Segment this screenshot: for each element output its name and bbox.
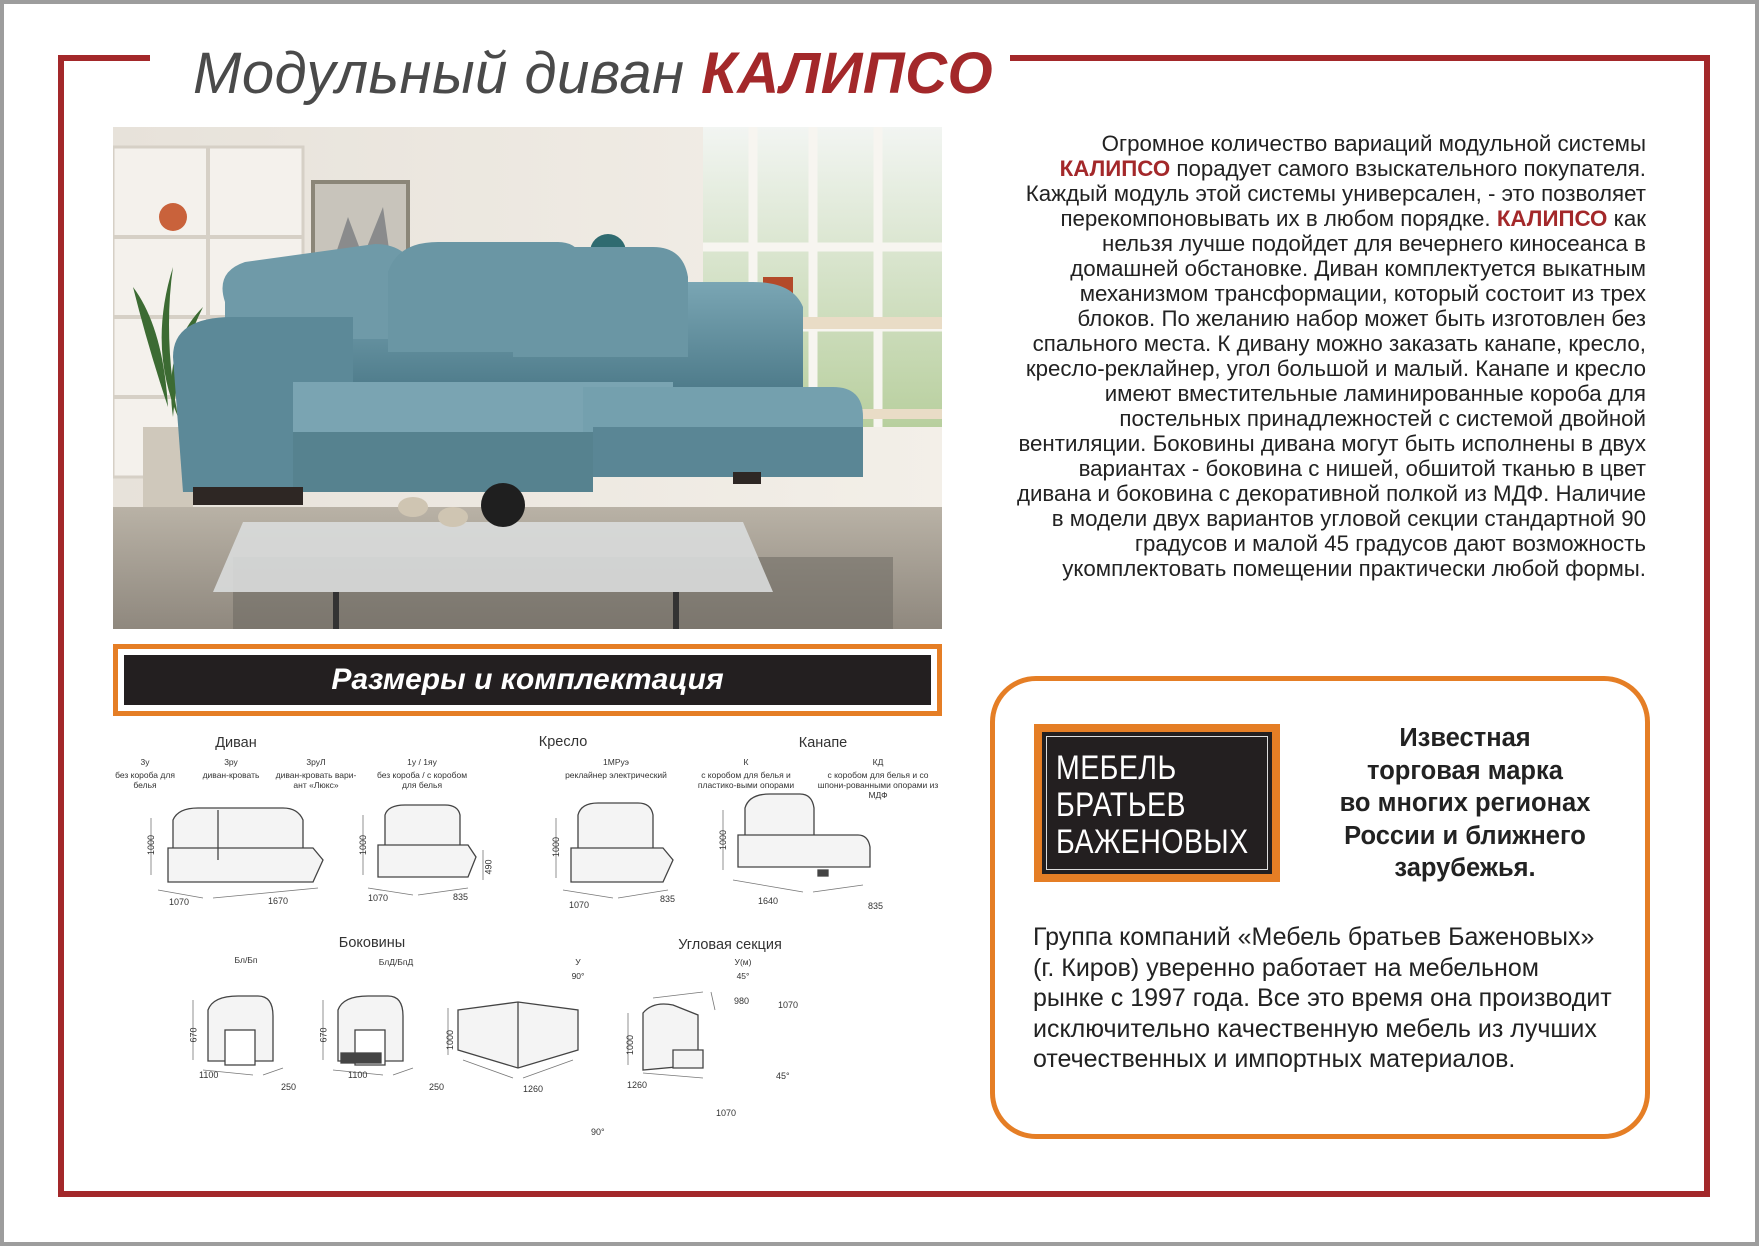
title-brand: КАЛИПСО xyxy=(701,41,994,106)
description-part1: Огромное количество вариаций модульной системы xyxy=(1101,131,1646,156)
dim-sm-b: 1070 xyxy=(778,1000,799,1010)
note-kd: с коробом для белья и со шпони-рованными опорами из МДФ xyxy=(817,770,939,800)
dim-arm2-h: 670 xyxy=(318,1027,329,1043)
code-bl-bp: Бл/Бп xyxy=(234,955,258,965)
living-room-illustration xyxy=(113,127,942,629)
group-kanape: Канапе xyxy=(798,735,848,751)
dim-cor-ang: 90° xyxy=(591,1127,605,1137)
dim-arm1-d: 1100 xyxy=(199,1070,219,1080)
logo-text xyxy=(1056,750,1249,861)
code-k: К xyxy=(743,757,749,767)
logo-panel xyxy=(1042,732,1272,874)
angle-45: 45° xyxy=(736,971,750,981)
angle-90: 90° xyxy=(571,971,585,981)
dim-arm1-w: 250 xyxy=(281,1082,297,1092)
brand-logo xyxy=(1034,724,1280,882)
code-kd: КД xyxy=(872,757,884,767)
dim-arm1-h: 670 xyxy=(188,1027,199,1043)
note-1mrue: реклайнер электрический xyxy=(565,770,667,780)
page-title xyxy=(193,40,993,107)
description-text xyxy=(1000,131,1646,581)
note-3ru: диван-кровать xyxy=(202,770,260,780)
dim-chair-w: 835 xyxy=(453,892,469,902)
dim-arm2-w: 250 xyxy=(429,1082,445,1092)
code-3ru: 3ру xyxy=(224,757,238,767)
code-3ruL: 3руЛ xyxy=(306,757,326,767)
description-part2: порадует самого взыскательного покупателя. Каждый модуль этой системы универсален, - это позволяет перекомпоновывать их в любом порядке. xyxy=(1025,156,1646,231)
code-u: У xyxy=(575,957,581,967)
note-3u: без короба для белья xyxy=(115,770,175,790)
dim-cor-a: 1260 xyxy=(523,1084,544,1094)
note-k: с коробом для белья и пластико-выми опорами xyxy=(697,770,795,790)
code-bld-bpd: БлД/БпД xyxy=(378,957,414,967)
group-divan: Диван xyxy=(215,735,257,751)
description-brand2: КАЛИПСО xyxy=(1496,206,1608,231)
group-kreslo: Кресло xyxy=(538,734,588,750)
dim-kan-d: 1640 xyxy=(758,896,779,906)
dim-kan-w: 835 xyxy=(868,901,884,911)
dim-cor-h: 1000 xyxy=(445,1029,456,1051)
sizes-header: Размеры и комплектация xyxy=(124,655,931,705)
slogan-line1: Известная xyxy=(1399,724,1531,752)
dim-chair-h: 1000 xyxy=(358,834,369,856)
code-1u: 1у / 1яу xyxy=(407,757,437,767)
sizes-header-box xyxy=(113,644,942,716)
code-um: У(м) xyxy=(734,957,752,967)
dim-sofa-h: 1000 xyxy=(146,834,157,856)
dim-chair-s: 490 xyxy=(483,859,494,875)
module-drawings xyxy=(113,730,942,1140)
dim-sm-d: 1070 xyxy=(716,1108,737,1118)
note-3ruL: диван-кровать вари-ант «Люкс» xyxy=(275,770,357,790)
note-1u: без короба / с коробом для белья xyxy=(376,770,468,790)
dim-sm-a: 980 xyxy=(734,996,750,1006)
description-part3: как нельзя лучше подойдет для вечернего киносеанса в домашней обстановке. Диван комплектуется выкатным механизмом трансформации, который состоит из трех блоков. По желанию набор может быть изготовлен без спального места. К дивану можно заказать канапе, кресло, кресло-реклайнер, угол большой и малый. Канапе и кресло имеют вместительные ламинированные короба для постельных принадлежностей с системой двойной вентиляции. Боковины дивана могут быть исполнены в двух вариантах - боковина с нишей, обшитой тканью в цвет дивана и боковина с декоративной полкой из МДФ. Наличие в модели двух вариантов угловой секции стандартной 90 градусов и малой 45 градусов дают возможность укомплектовать помещении практически любой формы. xyxy=(1016,206,1646,581)
dim-rec-h: 1000 xyxy=(551,836,562,858)
logo-line3: БАЖЕНОВЫХ xyxy=(1056,823,1249,861)
group-bokoviny: Боковины xyxy=(338,935,406,951)
slogan-line3: во многих регионах xyxy=(1339,789,1591,817)
dim-kan-h: 1000 xyxy=(718,829,729,851)
dim-sofa-w: 1670 xyxy=(268,896,289,906)
company-description: Группа компаний «Мебель братьев Баженовых» (г. Киров) уверенно работает на мебельном рынке с 1997 года. Все это время она производит исключительно качественную мебель из лучших отечественных и импортных материалов. xyxy=(1033,923,1612,1073)
code-1mrue: 1МРуэ xyxy=(603,757,629,767)
group-uglovaya: Угловая секция xyxy=(678,937,782,953)
diagrams-section xyxy=(113,730,942,1140)
dim-rec-d: 1070 xyxy=(569,900,590,910)
dim-cor-b: 1260 xyxy=(627,1080,648,1090)
brand-slogan xyxy=(1300,722,1630,885)
logo-line1: МЕБЕЛЬ xyxy=(1056,749,1177,787)
dim-sm-ang: 45° xyxy=(776,1071,790,1081)
description-brand1: КАЛИПСО xyxy=(1059,156,1171,181)
dim-sm-h: 1000 xyxy=(625,1034,636,1056)
code-3u: 3у xyxy=(140,757,150,767)
product-photo xyxy=(113,127,942,629)
dim-arm2-d: 1100 xyxy=(348,1070,368,1080)
logo-line2: БРАТЬЕВ xyxy=(1056,786,1186,824)
slogan-line5: зарубежья. xyxy=(1394,854,1536,882)
dim-chair-d: 1070 xyxy=(368,893,389,903)
title-prefix: Модульный диван xyxy=(193,41,702,106)
slogan-line2: торговая марка xyxy=(1367,756,1563,785)
dim-sofa-d: 1070 xyxy=(169,897,190,907)
slogan-line4: России и ближнего xyxy=(1344,821,1586,850)
dim-rec-w: 835 xyxy=(660,894,676,904)
